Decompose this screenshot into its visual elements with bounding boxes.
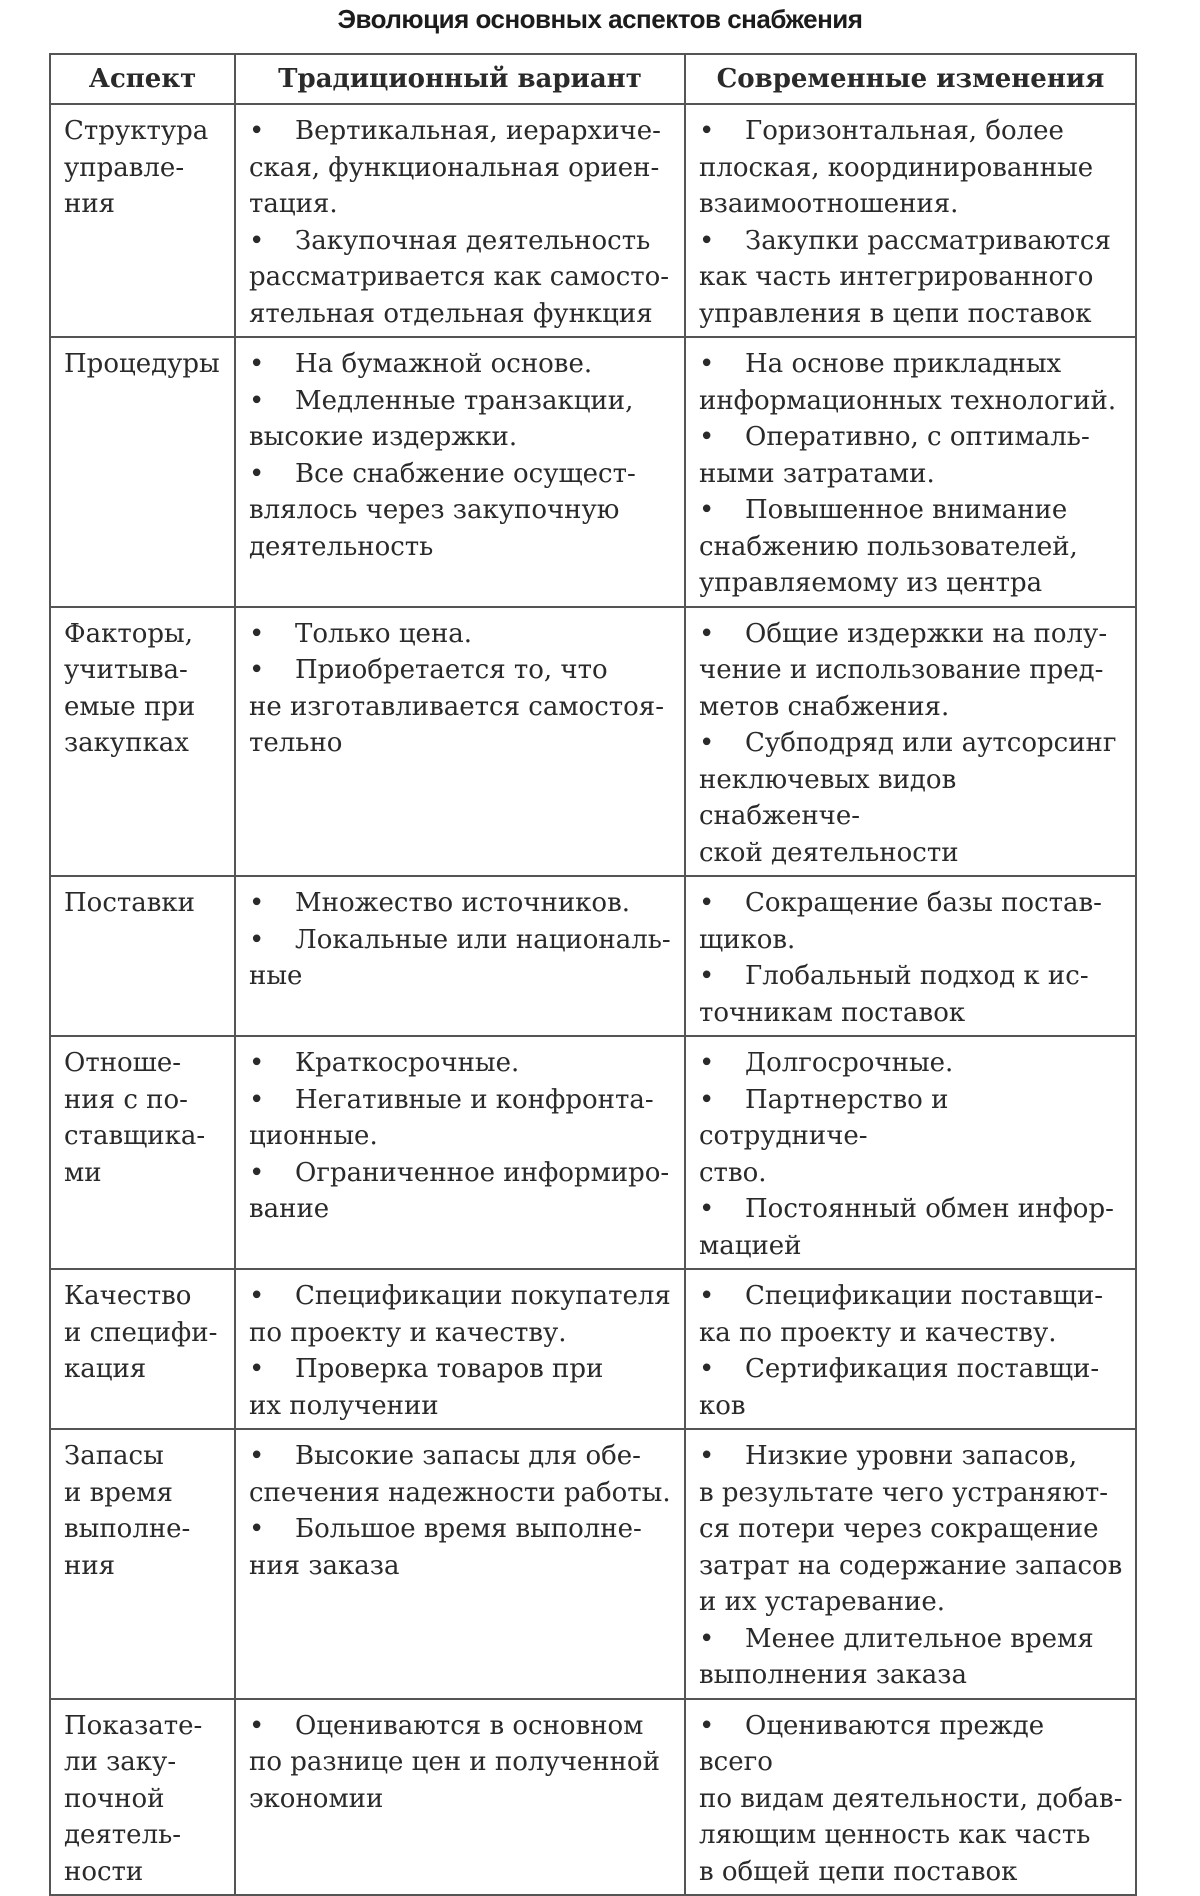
bullet-icon: • — [699, 1354, 715, 1384]
aspect-label: Качество и специфи- кация — [64, 1281, 218, 1384]
bullet-item — [249, 456, 672, 566]
column-header-aspect: Аспект — [50, 54, 235, 104]
bullet-text: Множество источников. — [295, 888, 630, 918]
table-row — [50, 337, 1136, 607]
bullet-text: Закупочная деятельность рассматривается как самосто- ятельная отдельная функция — [249, 225, 670, 329]
bullet-icon: • — [699, 618, 715, 649]
bullet-icon: • — [699, 1710, 715, 1741]
bullet-icon: • — [699, 1084, 715, 1115]
table-header-row — [50, 54, 1136, 104]
bullet-text: Сертификация поставщи- ков — [699, 1354, 1100, 1421]
aspect-label: Запасы и время выполне- ния — [64, 1441, 191, 1581]
table-body — [50, 104, 1136, 1895]
traditional-cell — [235, 1429, 685, 1699]
table-row — [50, 1036, 1136, 1269]
modern-cell — [685, 104, 1136, 337]
bullet-text: Оцениваются прежде всего по видам деятельности, добав- ляющим ценность как часть в общей цепи поставок — [699, 1710, 1123, 1887]
bullet-text: Краткосрочные. — [295, 1048, 520, 1078]
bullet-item — [249, 1351, 672, 1424]
modern-cell — [685, 876, 1136, 1036]
bullet-text: Спецификации покупателя по проекту и качеству. — [249, 1281, 671, 1348]
bullet-icon: • — [249, 385, 265, 416]
bullet-item — [699, 223, 1123, 333]
traditional-cell — [235, 876, 685, 1036]
bullet-text: Большое время выполне- ния заказа — [249, 1514, 642, 1581]
bullet-icon: • — [249, 1354, 265, 1384]
bullet-icon: • — [699, 495, 715, 525]
bullet-icon: • — [699, 728, 715, 758]
bullet-text: Закупки рассматриваются как часть интегрированного управления в цепи поставок — [699, 225, 1111, 329]
bullet-icon: • — [699, 888, 715, 918]
bullet-item — [249, 383, 672, 456]
table-row — [50, 1429, 1136, 1699]
bullet-item — [699, 419, 1123, 492]
aspect-cell — [50, 337, 235, 607]
bullet-text: Ограниченное информиро- вание — [249, 1157, 670, 1224]
aspect-label: Процедуры — [64, 349, 220, 379]
bullet-text: Субподряд или аутсорсинг неключевых видов снабженче- ской деятельности — [699, 728, 1117, 868]
table-row — [50, 1699, 1136, 1896]
aspect-cell — [50, 1699, 235, 1896]
bullet-item — [249, 346, 672, 383]
modern-cell — [685, 607, 1136, 877]
aspect-cell — [50, 1036, 235, 1269]
bullet-text: Партнерство и сотрудниче- ство. — [699, 1084, 949, 1188]
bullet-icon: • — [249, 618, 265, 649]
bullet-item — [249, 1155, 672, 1228]
bullet-item — [699, 1191, 1123, 1264]
table-row — [50, 607, 1136, 877]
modern-cell — [685, 1699, 1136, 1896]
bullet-item — [699, 958, 1123, 1031]
bullet-text: Общие издержки на полу- чение и использование пред- метов снабжения. — [699, 618, 1108, 722]
bullet-text: Локальные или националь- ные — [249, 924, 671, 991]
bullet-text: Постоянный обмен инфор- мацией — [699, 1194, 1114, 1261]
bullet-icon: • — [699, 225, 715, 256]
bullet-icon: • — [249, 888, 265, 918]
column-header-traditional: Традиционный вариант — [235, 54, 685, 104]
bullet-text: На основе прикладных информационных технологий. — [699, 349, 1117, 416]
bullet-text: Медленные транзакции, высокие издержки. — [249, 385, 634, 452]
aspect-cell — [50, 104, 235, 337]
aspect-label: Поставки — [64, 888, 195, 918]
bullet-icon: • — [699, 422, 715, 452]
bullet-icon: • — [249, 1084, 265, 1115]
bullet-icon: • — [249, 655, 265, 685]
bullet-icon: • — [249, 349, 265, 379]
bullet-item — [249, 616, 672, 653]
aspect-cell — [50, 607, 235, 877]
traditional-cell — [235, 1036, 685, 1269]
bullet-icon: • — [699, 1281, 715, 1311]
bullet-item — [699, 1082, 1123, 1192]
bullet-item — [699, 1351, 1123, 1424]
traditional-cell — [235, 1699, 685, 1896]
bullet-icon: • — [249, 1281, 265, 1311]
bullet-icon: • — [249, 1048, 265, 1078]
bullet-icon: • — [699, 1048, 715, 1078]
bullet-icon: • — [699, 116, 715, 146]
bullet-text: Горизонтальная, более плоская, координированные взаимоотношения. — [699, 116, 1094, 219]
bullet-text: Низкие уровни запасов, в результате чего устраняют- ся потери через сокращение затрат на содержание запасов и их устаревание. — [699, 1441, 1123, 1617]
bullet-item — [249, 223, 672, 333]
bullet-text: Долгосрочные. — [745, 1048, 954, 1078]
bullet-icon: • — [249, 1157, 265, 1188]
bullet-item — [699, 725, 1123, 871]
aspect-label: Отноше- ния с по- ставщика- ми — [64, 1048, 206, 1188]
bullet-item — [699, 1045, 1123, 1082]
column-header-modern: Современные изменения — [685, 54, 1136, 104]
bullet-text: Глобальный подход к ис- точникам поставок — [699, 961, 1089, 1028]
table-row — [50, 876, 1136, 1036]
bullet-text: Менее длительное время выполнения заказа — [699, 1623, 1094, 1690]
bullet-item — [699, 616, 1123, 726]
bullet-icon: • — [249, 1710, 265, 1741]
aspect-label: Структура управле- ния — [64, 116, 209, 219]
modern-cell — [685, 1269, 1136, 1429]
bullet-text: Все снабжение осущест- влялось через закупочную деятельность — [249, 458, 636, 562]
bullet-text: Проверка товаров при их получении — [249, 1354, 604, 1421]
page-title: Эволюция основных аспектов снабжения — [337, 4, 863, 34]
bullet-text: Только цена. — [295, 618, 473, 649]
bullet-item — [699, 346, 1123, 419]
bullet-item — [249, 1708, 672, 1818]
bullet-item — [249, 1045, 672, 1082]
bullet-text: Спецификации поставщи- ка по проекту и качеству. — [699, 1281, 1104, 1348]
bullet-icon: • — [249, 225, 265, 256]
bullet-item — [249, 1511, 672, 1584]
bullet-item — [249, 1278, 672, 1351]
aspect-cell — [50, 1429, 235, 1699]
bullet-item — [699, 1621, 1123, 1694]
bullet-text: Повышенное внимание снабжению пользователей, управляемому из центра — [699, 495, 1078, 598]
modern-cell — [685, 337, 1136, 607]
bullet-text: Оцениваются в основном по разнице цен и полученной экономии — [249, 1710, 660, 1814]
table-row — [50, 1269, 1136, 1429]
bullet-item — [699, 492, 1123, 602]
bullet-text: Сокращение базы постав- щиков. — [699, 888, 1102, 955]
bullet-item — [699, 885, 1123, 958]
bullet-icon: • — [249, 924, 265, 955]
traditional-cell — [235, 607, 685, 877]
bullet-text: Приобретается то, что не изготавливается самостоя- тельно — [249, 655, 664, 758]
bullet-item — [699, 1278, 1123, 1351]
bullet-item — [249, 885, 672, 922]
bullet-item — [699, 1438, 1123, 1621]
table-row — [50, 104, 1136, 337]
bullet-item — [249, 1438, 672, 1511]
aspect-label: Факторы, учитыва- емые при закупках — [64, 618, 196, 758]
bullet-icon: • — [699, 1194, 715, 1224]
bullet-item — [699, 113, 1123, 223]
bullet-text: На бумажной основе. — [295, 349, 593, 379]
bullet-icon: • — [699, 1623, 715, 1654]
bullet-text: Вертикальная, иерархиче- ская, функциональная ориен- тация. — [249, 116, 661, 219]
bullet-icon: • — [249, 116, 265, 146]
bullet-item — [249, 1082, 672, 1155]
bullet-text: Оперативно, с оптималь- ными затратами. — [699, 422, 1090, 489]
bullet-icon: • — [699, 1441, 715, 1471]
supply-aspects-table — [49, 53, 1137, 1896]
bullet-icon: • — [249, 1441, 265, 1471]
bullet-item — [249, 113, 672, 223]
bullet-icon: • — [249, 1514, 265, 1544]
bullet-item — [249, 652, 672, 762]
traditional-cell — [235, 337, 685, 607]
modern-cell — [685, 1036, 1136, 1269]
modern-cell — [685, 1429, 1136, 1699]
aspect-label: Показате- ли заку- почной деятель- ности — [64, 1710, 203, 1887]
bullet-item — [249, 922, 672, 995]
traditional-cell — [235, 1269, 685, 1429]
bullet-text: Высокие запасы для обе- спечения надежности работы. — [249, 1441, 671, 1508]
aspect-cell — [50, 1269, 235, 1429]
bullet-icon: • — [699, 961, 715, 991]
aspect-cell — [50, 876, 235, 1036]
traditional-cell — [235, 104, 685, 337]
bullet-text: Негативные и конфронта- ционные. — [249, 1084, 654, 1151]
bullet-icon: • — [249, 458, 265, 489]
bullet-icon: • — [699, 349, 715, 379]
